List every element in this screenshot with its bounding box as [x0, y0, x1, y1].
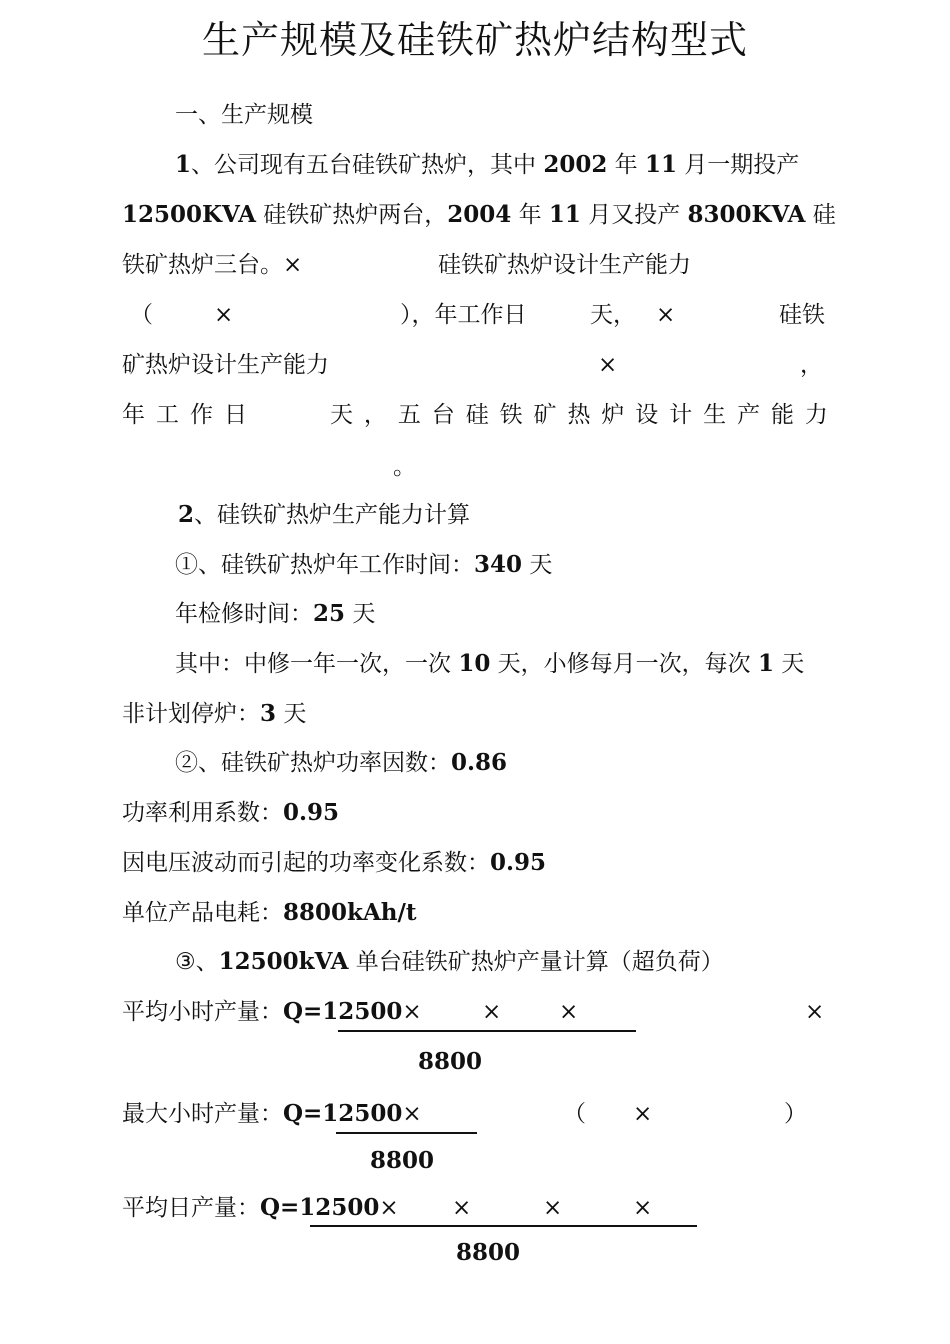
multiply-sign: ×: [543, 1195, 563, 1221]
text-run: 天，: [590, 302, 636, 328]
text-run: 硅铁矿热炉两台，: [263, 202, 448, 228]
value: 10: [458, 650, 491, 677]
denominator: 8800: [456, 1239, 521, 1266]
paragraph-line: [175, 599, 375, 629]
multiply-sign: ×: [402, 1101, 422, 1127]
paragraph-line: [175, 947, 724, 977]
value: 0.95: [490, 849, 547, 876]
char: 天: [330, 402, 353, 428]
text-run: 、公司现有五台硅铁矿热炉，其中: [191, 152, 537, 178]
text-run: 年: [518, 202, 542, 228]
formula-expression: Q=12500: [283, 998, 403, 1025]
capacity-value: 12500KVA: [122, 201, 256, 228]
value: 25: [313, 600, 346, 627]
char: 生: [703, 402, 727, 428]
paragraph-line: [122, 898, 417, 928]
paragraph-line: [122, 200, 836, 230]
multiply-sign: ×: [214, 302, 234, 328]
multiply-sign: ×: [656, 302, 676, 328]
page-title: 生产规模及硅铁矿热炉结构型式: [201, 18, 748, 62]
paragraph-line: [175, 748, 507, 778]
label: 因电压波动而引起的功率变化系数：: [122, 850, 490, 876]
char: ，: [363, 402, 387, 428]
unit: 天: [529, 552, 553, 578]
label: 单位产品电耗：: [122, 900, 283, 926]
value: 0.95: [283, 799, 340, 826]
paragraph-line: [122, 848, 546, 878]
period: 。: [393, 454, 416, 480]
char: 五: [397, 402, 421, 428]
label: 功率利用系数：: [122, 800, 283, 826]
multiply-sign: ×: [633, 1101, 653, 1127]
text-run: 矿热炉设计生产能力: [122, 352, 329, 378]
char: 工: [156, 402, 179, 428]
unit: 天: [283, 701, 307, 727]
text-run: 硅铁: [779, 302, 825, 328]
char: 铁: [499, 402, 523, 428]
formula-label: [122, 997, 422, 1027]
fraction-bar: [310, 1225, 697, 1227]
text-run: 天，小修每月一次，每次: [497, 651, 751, 677]
fraction-bar: [338, 1030, 636, 1032]
label: ②、硅铁矿热炉功率因数：: [175, 750, 451, 776]
value: 3: [260, 700, 277, 727]
multiply-sign: ×: [452, 1195, 472, 1221]
paren-left: （: [563, 1101, 586, 1127]
char: 矿: [533, 402, 557, 428]
month-value: 11: [644, 151, 677, 178]
label: 最大小时产量：: [122, 1101, 283, 1127]
paragraph-line: [175, 649, 804, 679]
text-run: （: [130, 302, 153, 328]
label: 年检修时间：: [175, 601, 313, 627]
paragraph-line: [175, 150, 799, 180]
formula-label: [122, 1193, 399, 1223]
char: 年: [122, 402, 145, 428]
text-run: 铁矿热炉三台。×: [122, 252, 303, 278]
char: 计: [669, 402, 693, 428]
denominator: 8800: [370, 1147, 435, 1174]
spread-text: [330, 400, 828, 430]
multiply-sign: ×: [633, 1195, 653, 1221]
heading-text: 、硅铁矿热炉生产能力计算: [194, 502, 471, 528]
text-run: ），年工作日: [400, 302, 527, 328]
multiply-sign: ×: [559, 999, 579, 1025]
char: 热: [567, 402, 591, 428]
month-value: 11: [548, 201, 581, 228]
char: 炉: [601, 402, 625, 428]
text-run: 其中：中修一年一次，一次: [175, 651, 451, 677]
text-run: 单台硅铁矿热炉产量计算（超负荷）: [355, 949, 724, 975]
multiply-sign: ×: [482, 999, 502, 1025]
paren-right: ）: [784, 1101, 807, 1127]
multiply-sign: ×: [379, 1195, 399, 1221]
unit: 天: [352, 601, 376, 627]
text-run: 硅铁矿热炉设计生产能力: [438, 252, 691, 278]
label: 平均小时产量：: [122, 999, 283, 1025]
formula-expression: Q=12500: [283, 1100, 403, 1127]
formula-expression: Q=12500: [260, 1194, 380, 1221]
item-number: 1: [175, 151, 192, 178]
formula-label: [122, 1099, 422, 1129]
char: 日: [224, 402, 247, 428]
label: 平均日产量：: [122, 1195, 260, 1221]
section-heading: 一、生产规模: [175, 102, 313, 128]
char: 设: [635, 402, 659, 428]
multiply-sign: ×: [805, 999, 825, 1025]
text-run: 月又投产: [588, 202, 681, 228]
paragraph-line: [175, 550, 552, 580]
value: 1: [757, 650, 774, 677]
heading-number: 2: [178, 501, 195, 528]
char: 力: [804, 402, 828, 428]
fraction-bar: [336, 1132, 477, 1134]
label: ①、硅铁矿热炉年工作时间：: [175, 552, 474, 578]
char: 作: [190, 402, 213, 428]
year-value: 2002: [543, 151, 608, 178]
year-value: 2004: [447, 201, 512, 228]
value: 340: [474, 551, 523, 578]
denominator: 8800: [418, 1048, 483, 1075]
label: ③、: [175, 949, 219, 975]
paragraph-line: [122, 699, 306, 729]
paragraph-line: [122, 798, 339, 828]
unit: 天: [781, 651, 805, 677]
char: 产: [737, 402, 761, 428]
value: 0.86: [451, 749, 508, 776]
char: 能: [770, 402, 794, 428]
multiply-sign: ×: [598, 352, 618, 378]
text-run: 月一期投产: [684, 152, 800, 178]
text-run: 硅: [812, 202, 836, 228]
value: 8800kAh/t: [283, 899, 417, 926]
text-run: 年: [614, 152, 638, 178]
value: 12500kVA: [218, 948, 349, 975]
multiply-sign: ×: [402, 999, 422, 1025]
capacity-value: 8300KVA: [687, 201, 806, 228]
spread-text: [122, 400, 247, 430]
char: 硅: [465, 402, 489, 428]
char: 台: [431, 402, 455, 428]
label: 非计划停炉：: [122, 701, 260, 727]
section-heading: [178, 500, 470, 530]
text-run: ，: [800, 352, 823, 378]
